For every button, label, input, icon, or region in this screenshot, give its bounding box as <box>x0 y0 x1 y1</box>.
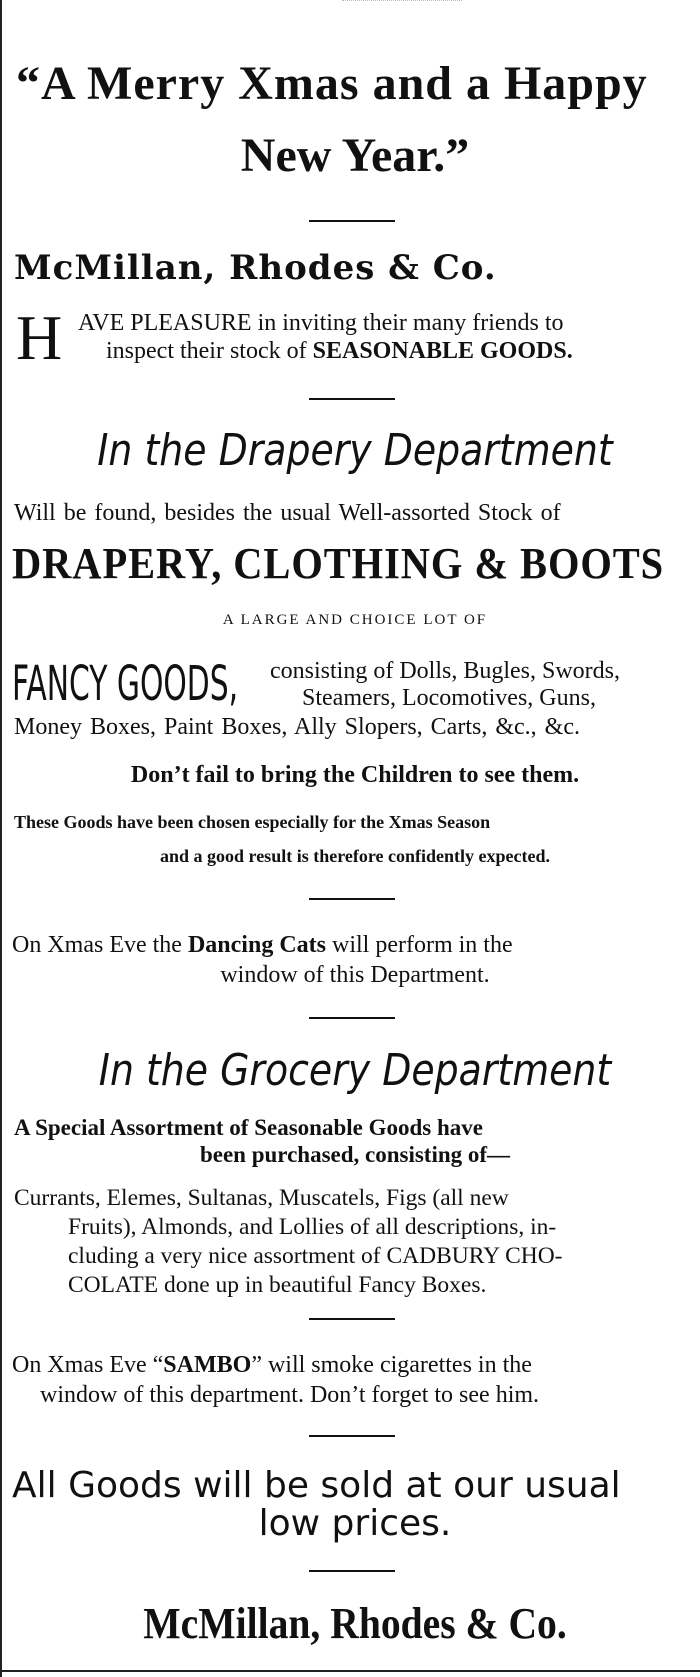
grocery-items-line-1: Currants, Elemes, Sultanas, Muscatels, Figs (all new <box>14 1185 509 1211</box>
sambo-bold: SAMBO <box>163 1352 252 1378</box>
large-choice-lot-line: A LARGE AND CHOICE LOT OF <box>222 612 488 628</box>
found-text: Will be found, besides the usual Well-assorted Stock of <box>14 500 561 526</box>
divider-rule <box>309 1017 395 1019</box>
print-artifact <box>342 0 462 21</box>
intro-line-2-text: inspect their stock of <box>106 338 313 364</box>
fancy-goods-heading: FANCY GOODS, <box>12 656 239 712</box>
chosen-line-1: These Goods have been chosen especially for the Xmas Season <box>14 812 491 832</box>
low-prices-line-1: All Goods will be sold at our usual <box>12 1465 621 1506</box>
grocery-items-line-2: Fruits), Almonds, and Lollies of all descriptions, in- <box>68 1214 557 1240</box>
fancy-goods-line-1: consisting of Dolls, Bugles, Swords, <box>270 658 621 684</box>
dancing-cats-pre: On Xmas Eve the <box>12 932 188 958</box>
divider-rule <box>309 1318 395 1320</box>
special-assortment-line-2: been purchased, consisting of— <box>199 1142 511 1167</box>
drapery-clothing-boots-line: DRAPERY, CLOTHING & BOOTS <box>12 539 665 588</box>
sambo-line-1 <box>12 1352 700 1379</box>
divider-rule <box>309 1570 395 1572</box>
grocery-department-heading: In the Grocery Department <box>98 1045 612 1096</box>
firm-name-header: McMillan, Rhodes & Co. <box>14 248 497 288</box>
seasonable-goods-text: SEASONABLE GOODS. <box>312 338 573 364</box>
intro-line-1: AVE PLEASURE in inviting their many friends to <box>78 310 564 336</box>
sambo-pre: On Xmas Eve “ <box>12 1352 164 1378</box>
divider-rule <box>309 220 395 222</box>
children-line: Don’t fail to bring the Children to see them. <box>130 762 580 788</box>
greeting-line-1: “A Merry Xmas and a Happy <box>16 57 648 110</box>
greeting-line-2: New Year.” <box>240 129 470 182</box>
special-assortment-line-1: A Special Assortment of Seasonable Goods have <box>14 1115 483 1140</box>
drapery-department-heading: In the Drapery Department <box>97 425 613 476</box>
sambo-line-2: window of this department. Don’t forget to see him. <box>40 1382 540 1408</box>
intro-line-2 <box>106 338 573 365</box>
dancing-cats-line-2: window of this Department. <box>220 962 490 988</box>
fancy-goods-line-3: Money Boxes, Paint Boxes, Ally Slopers, Carts, &c., &c. <box>14 714 580 740</box>
drop-cap: H <box>16 302 63 373</box>
sambo-post: ” will smoke cigarettes in the <box>251 1352 532 1378</box>
grocery-items-line-3: cluding a very nice assortment of CADBURY CHO- <box>68 1243 563 1269</box>
chosen-line-2: and a good result is therefore confidently expected. <box>160 846 550 866</box>
fancy-goods-line-2: Steamers, Locomotives, Guns, <box>302 685 596 711</box>
divider-rule <box>309 398 395 400</box>
divider-rule <box>309 898 395 900</box>
dancing-cats-line-1 <box>12 932 700 959</box>
divider-rule <box>309 1435 395 1437</box>
dancing-cats-bold: Dancing Cats <box>187 932 326 958</box>
grocery-items-line-4: COLATE done up in beautiful Fancy Boxes. <box>68 1272 487 1298</box>
firm-name-footer: McMillan, Rhodes & Co. <box>143 1599 567 1648</box>
bottom-border-rule <box>2 1670 700 1672</box>
dancing-cats-post: will perform in the <box>325 932 513 958</box>
low-prices-line-2: low prices. <box>258 1503 452 1544</box>
